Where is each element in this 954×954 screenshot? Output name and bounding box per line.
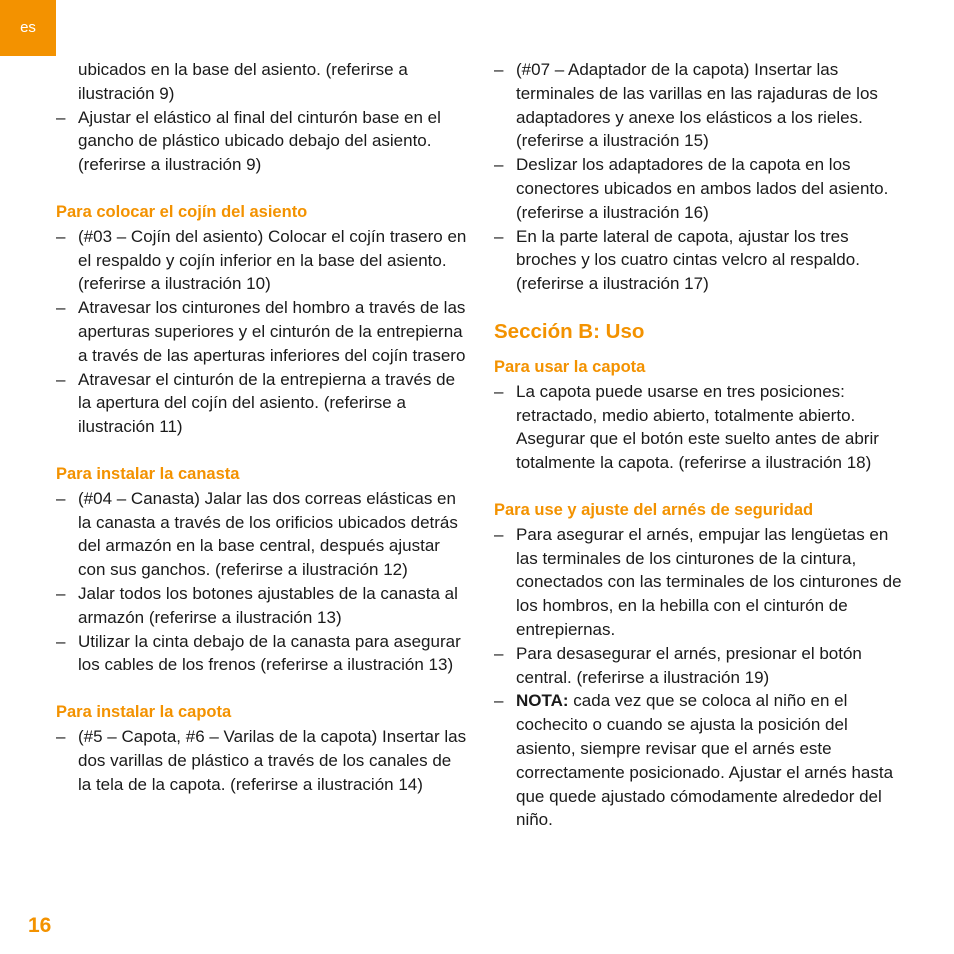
harness-list (494, 523, 904, 832)
intro-continuation: ubicados en la base del asiento. (referirse a ilustración 9) (78, 60, 408, 103)
basket-list (56, 487, 468, 677)
list-item: – (#5 – Capota, #6 – Varilas de la capota) Insertar las dos varillas de plástico a través de los canales de la tela de la capota. (referirse a ilustración 14) (56, 726, 467, 794)
page-number: 16 (28, 914, 52, 937)
cushion-list (56, 225, 468, 439)
dash-bullet: – (494, 155, 504, 175)
list-item: – La capota puede usarse en tres posiciones: retractado, medio abierto, totalmente abierto. Asegurar que el botón este suelto antes de abrir totalmente la capota. (referirse a ilustración 18) (494, 381, 879, 473)
note-text: cada vez que se coloca al niño en el cochecito o cuando se ajusta la posición del asiento, siempre revisar que el arnés este correctamente posicionado. Ajustar el arnés hasta que quede ajustado cómodamente alrededor del niño. (516, 691, 894, 830)
list-item: – En la parte lateral de capota, ajustar los tres broches y los cuatro cintas velcro al respaldo. (referirse a ilustración 17) (494, 226, 860, 294)
dash-bullet: – (494, 60, 504, 79)
dash-bullet: – (56, 583, 66, 603)
section-heading-use-canopy: Para usar la capota (494, 357, 646, 376)
dash-bullet: – (494, 524, 504, 544)
section-heading-harness: Para use y ajuste del arnés de seguridad (494, 500, 814, 519)
canopy-continued-list (494, 58, 904, 296)
section-heading-basket: Para instalar la canasta (56, 464, 240, 483)
right-column (494, 58, 904, 832)
list-item: – Atravesar el cinturón de la entrepierna a través de la apertura del cojín del asiento. (referirse a ilustración 11) (56, 369, 456, 437)
list-item: – Deslizar los adaptadores de la capota en los conectores ubicados en ambos lados del asiento. (referirse a ilustración 16) (494, 155, 889, 222)
note-item (494, 689, 904, 832)
dash-bullet: – (56, 488, 66, 508)
section-b-title: Sección B: Uso (494, 319, 645, 343)
canopy-install-list (56, 725, 468, 796)
dash-bullet: – (56, 107, 66, 127)
note-label: NOTA: (516, 691, 569, 711)
dash-bullet: – (56, 726, 66, 746)
left-column (56, 58, 468, 796)
dash-bullet: – (494, 643, 504, 663)
list-item: – Jalar todos los botones ajustables de la canasta al armazón (referirse a ilustración 13) (56, 583, 458, 627)
dash-bullet: – (56, 369, 66, 389)
dash-bullet: – (494, 691, 504, 711)
list-item: – Utilizar la cinta debajo de la canasta para asegurar los cables de los frenos (referirse a ilustración 13) (56, 631, 461, 675)
dash-bullet: – (56, 298, 66, 318)
list-item: – (#07 – Adaptador de la capota) Insertar las terminales de las varillas en las rajaduras de los adaptadores y anexe los elásticos a los rieles. (referirse a ilustración 15) (494, 60, 878, 151)
dash-bullet: – (56, 226, 66, 246)
list-item: – Atravesar los cinturones del hombro a través de las aperturas superiores y el cinturón de la entrepierna a través de las aperturas inferiores del cojín trasero (56, 298, 466, 365)
intro-list (56, 106, 468, 177)
dash-bullet: – (494, 226, 504, 246)
section-heading-canopy-install: Para instalar la capota (56, 703, 232, 722)
list-item: – Ajustar el elástico al final del cinturón base en el gancho de plástico ubicado debajo del asiento. (referirse a ilustración 9) (56, 107, 441, 175)
list-item: – Para asegurar el arnés, empujar las lengüetas en las terminales de los cinturones de la cintura, conectados con las terminales de los cinturones de los hombros, en la hebilla con el cinturón de entrepiernas. (494, 524, 902, 639)
list-item: – Para desasegurar el arnés, presionar el botón central. (referirse a ilustración 19) (494, 643, 862, 687)
dash-bullet: – (56, 631, 66, 651)
section-heading-cushion: Para colocar el cojín del asiento (56, 202, 308, 221)
list-item: – (#04 – Canasta) Jalar las dos correas elásticas en la canasta a través de los orificios ubicados detrás del armazón en la base central, después ajustar con sus ganchos. (referirse a ilustración 12) (56, 488, 458, 580)
dash-bullet: – (494, 381, 504, 401)
list-item: – (#03 – Cojín del asiento) Colocar el cojín trasero en el respaldo y cojín inferior en la base del asiento. (referirse a ilustración 10) (56, 226, 467, 294)
use-canopy-list (494, 380, 904, 475)
language-tab: es (0, 0, 56, 56)
